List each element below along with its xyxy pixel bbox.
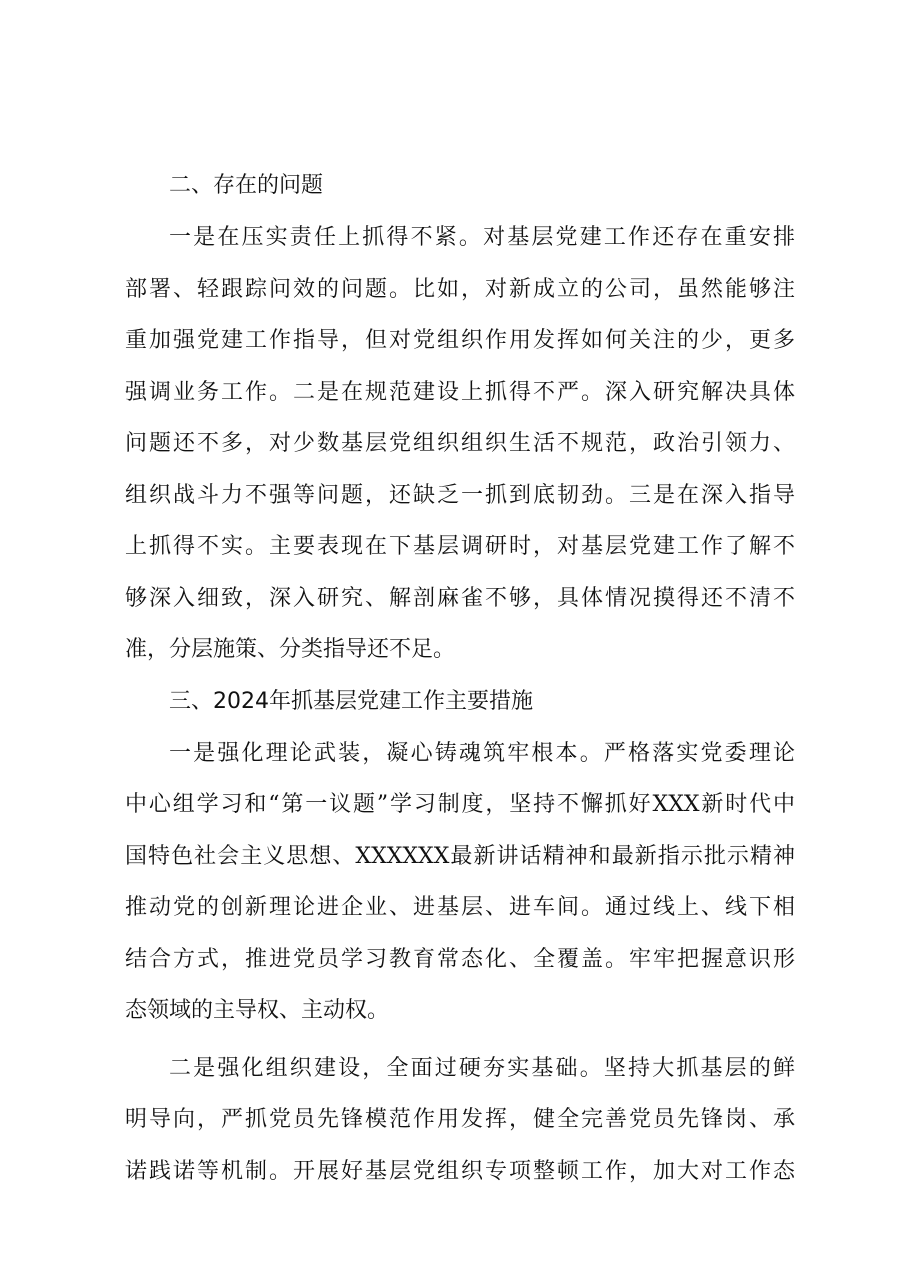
text-line: 二是强化组织建设，全面过硬夯实基础。坚持大抓基层的鲜: [169, 1055, 795, 1081]
text-line: 准，分层施策、分类指导还不足。: [125, 637, 456, 662]
text-line: 一是强化理论武装，凝心铸魂筑牢根本。严格落实党委理论: [169, 740, 795, 766]
text-line: 诺践诺等机制。开展好基层党组织专项整顿工作，加大对工作态: [125, 1158, 795, 1184]
section-heading: 三、2024年抓基层党建工作主要措施: [169, 688, 533, 714]
text-line: 国特色社会主义思想、XXXXXX最新讲话精神和最新指示批示精神: [125, 843, 795, 869]
text-line: 中心组学习和“第一议题”学习制度，坚持不懈抓好XXX新时代中: [125, 792, 795, 817]
section-measures: [125, 676, 795, 1198]
paragraph: [125, 212, 795, 676]
section-problems: [125, 160, 795, 676]
text-line: 重加强党建工作指导，但对党组织作用发挥如何关注的少，更多: [125, 328, 795, 353]
text-line: 推动党的创新理论进企业、进基层、进车间。通过线上、线下相: [125, 895, 795, 920]
document-body: [125, 160, 795, 1197]
text-line: 态领域的主导权、主动权。: [125, 998, 390, 1023]
text-line: 上抓得不实。主要表现在下基层调研时，对基层党建工作了解不: [125, 534, 795, 559]
section-heading: 二、存在的问题: [169, 173, 324, 198]
text-line: 一是在压实责任上抓得不紧。对基层党建工作还存在重安排: [169, 225, 795, 250]
text-line: 问题还不多，对少数基层党组织组织生活不规范，政治引领力、: [125, 431, 795, 456]
text-line: 强调业务工作。二是在规范建设上抓得不严。深入研究解决具体: [125, 379, 795, 405]
paragraph: [125, 728, 795, 1037]
text-line: 组织战斗力不强等问题，还缺乏一抓到底韧劲。三是在深入指导: [125, 482, 795, 508]
text-line: 结合方式，推进党员学习教育常态化、全覆盖。牢牢把握意识形: [125, 946, 795, 972]
text-line: 部署、轻跟踪问效的问题。比如，对新成立的公司，虽然能够注: [125, 276, 795, 302]
paragraph: [125, 1043, 795, 1198]
text-line: 明导向，严抓党员先锋模范作用发挥，健全完善党员先锋岗、承: [125, 1107, 795, 1132]
text-line: 够深入细致，深入研究、解剖麻雀不够，具体情况摸得还不清不: [125, 585, 795, 611]
